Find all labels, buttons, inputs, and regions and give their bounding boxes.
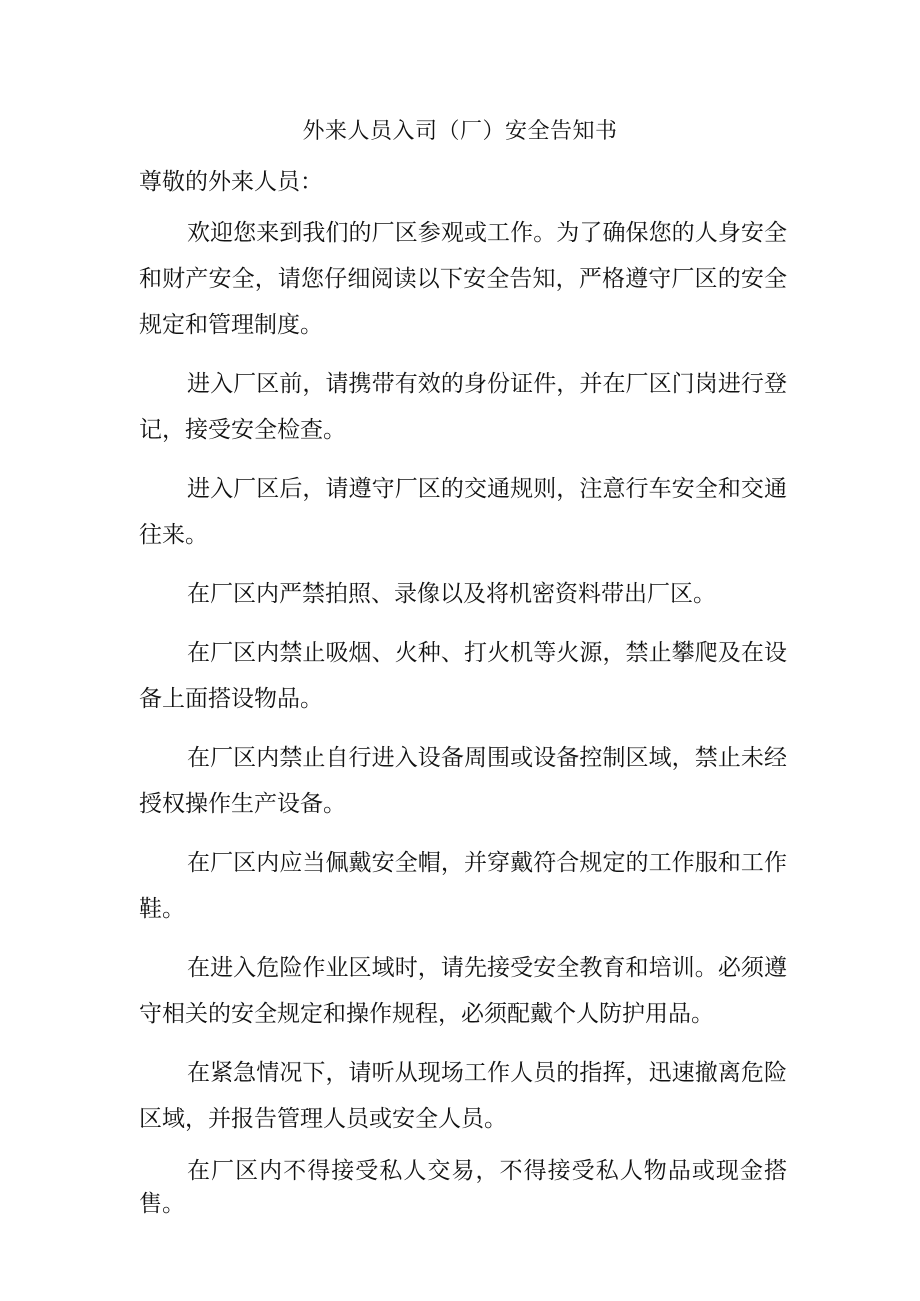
document-body: [139, 210, 787, 1234]
paragraph-private-trade: 在厂区内不得接受私人交易，不得接受私人物品或现金搭售。: [139, 1158, 787, 1217]
paragraph-entry-registration: 进入厂区前，请携带有效的身份证件，并在厂区门岗进行登记，接受安全检查。: [139, 371, 787, 443]
paragraph-hazard-area: 在进入危险作业区域时，请先接受安全教育和培训。必须遵守相关的安全规定和操作规程，必须配戴个人防护用品。: [139, 955, 787, 1027]
paragraph-protective-wear: 在厂区内应当佩戴安全帽，并穿戴符合规定的工作服和工作鞋。: [139, 850, 787, 922]
document-title: 外来人员入司（厂）安全告知书: [302, 119, 618, 144]
salutation: 尊敬的外来人员：: [139, 169, 323, 195]
paragraph-emergency: 在紧急情况下，请听从现场工作人员的指挥，迅速撤离危险区域，并报告管理人员或安全人员。: [139, 1060, 787, 1132]
paragraph-welcome: 欢迎您来到我们的厂区参观或工作。为了确保您的人身安全和财产安全，请您仔细阅读以下安全告知，严格遵守厂区的安全规定和管理制度。: [139, 220, 787, 338]
paragraph-equipment-access: 在厂区内禁止自行进入设备周围或设备控制区域，禁止未经授权操作生产设备。: [139, 745, 787, 817]
paragraph-no-photography: 在厂区内严禁拍照、录像以及将机密资料带出厂区。: [187, 581, 716, 607]
paragraph-traffic-rules: 进入厂区后，请遵守厂区的交通规则，注意行车安全和交通往来。: [139, 476, 787, 548]
paragraph-no-fire: 在厂区内禁止吸烟、火种、打火机等火源，禁止攀爬及在设备上面搭设物品。: [139, 640, 787, 712]
